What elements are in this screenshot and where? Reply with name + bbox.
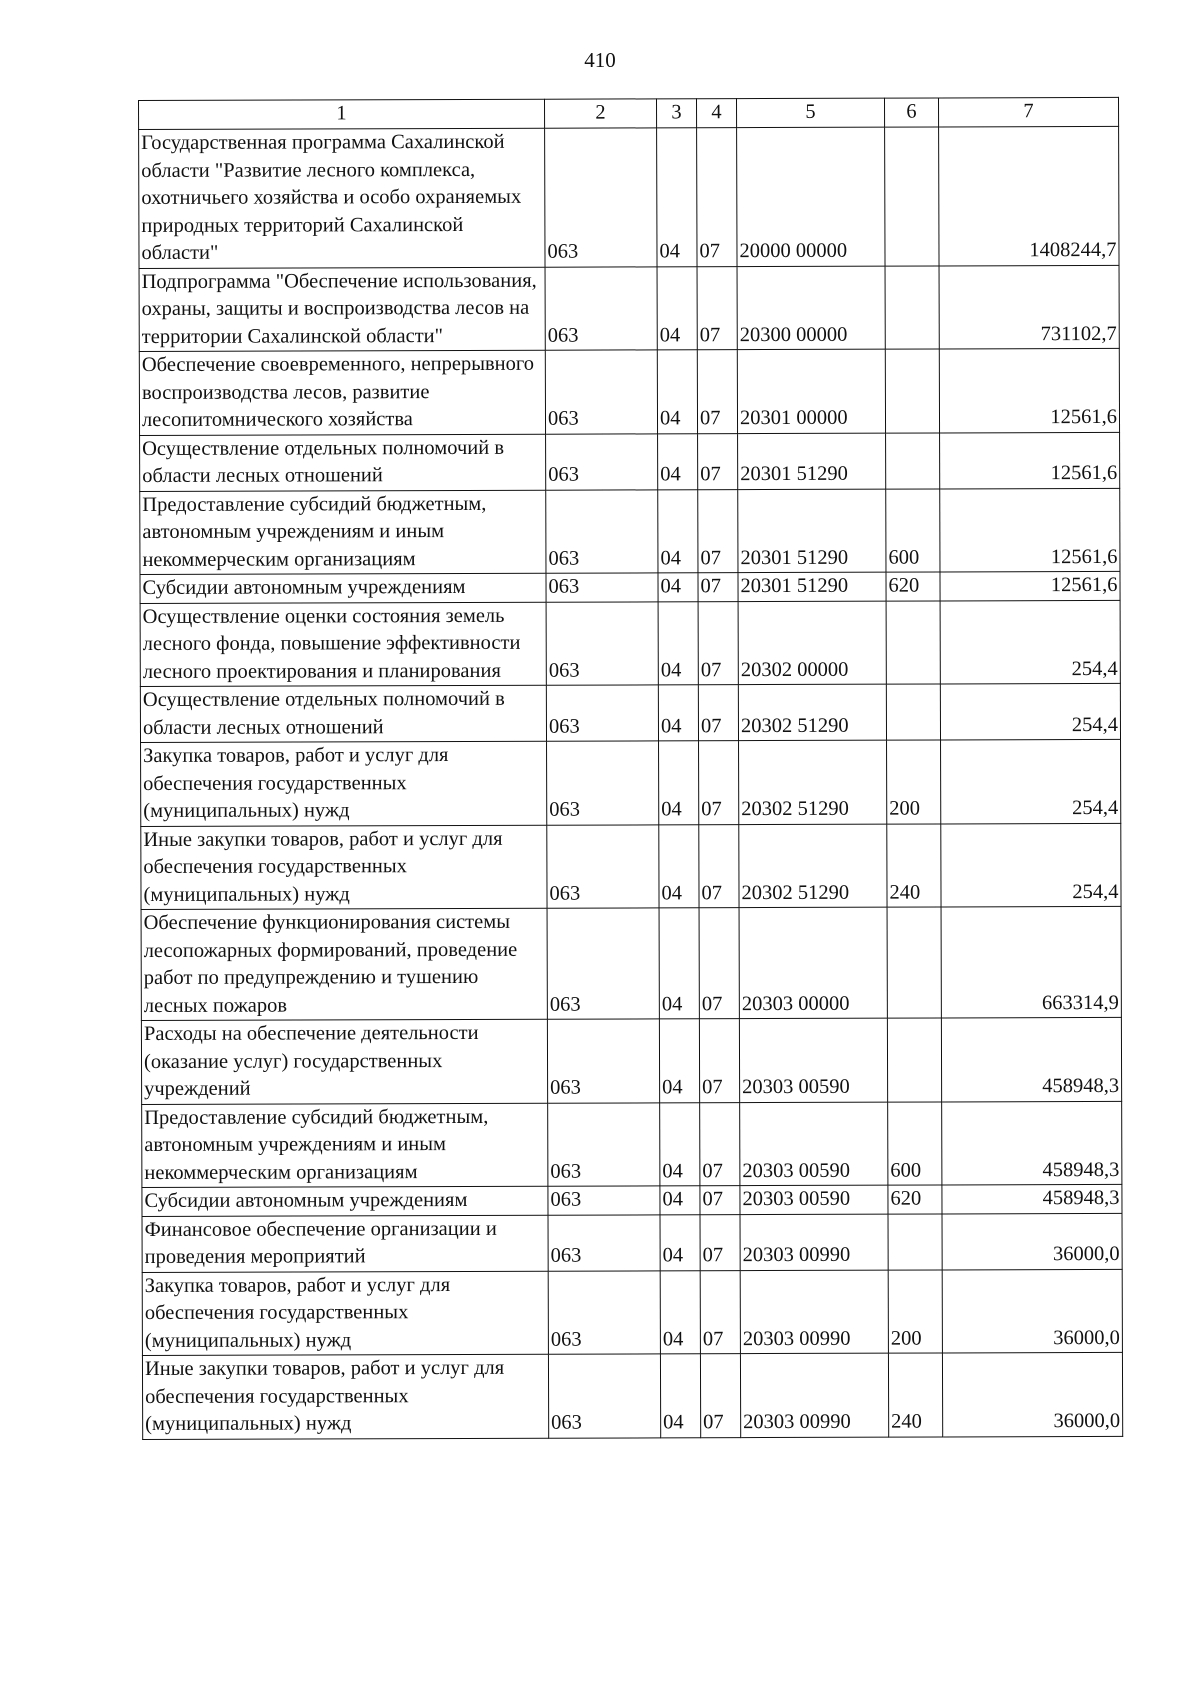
row-name-cell: Предоставление субсидий бюджетным, автономным учреждениям и иным некоммерческим организациям <box>140 490 546 575</box>
table-row <box>142 1101 1122 1188</box>
row-sum-cell: 254,4 <box>940 600 1120 684</box>
row-sum-cell: 12561,6 <box>939 348 1119 432</box>
row-code-pr-cell: 07 <box>697 128 737 267</box>
row-code-vr-cell <box>885 265 939 349</box>
row-code-csr-cell: 20303 00590 <box>740 1185 888 1214</box>
row-name-cell: Обеспечение своевременного, непрерывного воспроизводства лесов, развитие лесопитомнического хозяйства <box>139 350 545 435</box>
row-code-rz-cell: 04 <box>658 601 698 685</box>
table-row <box>140 683 1120 742</box>
row-code-rz-cell: 04 <box>660 1354 700 1438</box>
row-sum-cell: 254,4 <box>940 683 1120 740</box>
row-code-csr-cell: 20302 51290 <box>739 740 887 824</box>
table-row <box>140 571 1120 603</box>
row-code-rz-cell: 04 <box>660 1102 700 1186</box>
row-name-cell: Государственная программа Сахалинской области "Развитие лесного комплекса, охотничьего хозяйства и особо охраняемых природных территорий Сахалинской области" <box>139 128 545 268</box>
row-sum-cell: 254,4 <box>941 823 1121 907</box>
row-code-csr-cell: 20000 00000 <box>737 127 885 266</box>
row-code-vr-cell <box>887 907 941 1018</box>
row-code-gr-cell: 063 <box>545 266 657 350</box>
row-code-pr-cell: 07 <box>699 908 739 1019</box>
row-name-cell: Иные закупки товаров, работ и услуг для обеспечения государственных (муниципальных) нужд <box>142 1354 548 1439</box>
row-code-gr-cell: 063 <box>546 601 658 685</box>
row-code-rz-cell: 04 <box>658 489 698 573</box>
row-code-vr-cell <box>886 432 940 488</box>
row-sum-cell: 458948,3 <box>941 1017 1121 1101</box>
row-code-gr-cell: 063 <box>547 824 659 908</box>
row-code-vr-cell: 620 <box>886 572 940 601</box>
row-sum-cell: 458948,3 <box>942 1101 1122 1185</box>
table-row <box>142 1213 1122 1272</box>
row-code-rz-cell: 04 <box>659 824 699 908</box>
row-code-pr-cell: 07 <box>698 573 738 602</box>
row-code-rz-cell: 04 <box>659 1019 699 1103</box>
row-code-gr-cell: 063 <box>546 685 658 741</box>
row-code-pr-cell: 07 <box>700 1186 740 1215</box>
row-sum-cell: 12561,6 <box>940 432 1120 489</box>
row-sum-cell: 12561,6 <box>940 571 1120 600</box>
row-sum-cell: 36000,0 <box>942 1213 1122 1270</box>
row-code-rz-cell: 04 <box>657 128 697 267</box>
row-sum-cell: 36000,0 <box>942 1352 1122 1436</box>
table-body <box>139 126 1123 1439</box>
row-sum-cell: 458948,3 <box>942 1184 1122 1213</box>
row-code-gr-cell: 063 <box>546 573 658 602</box>
row-code-pr-cell: 07 <box>698 433 738 489</box>
row-name-cell: Осуществление отдельных полномочий в области лесных отношений <box>140 434 546 491</box>
table-row <box>140 600 1120 687</box>
row-code-csr-cell: 20303 00990 <box>740 1270 888 1354</box>
row-code-rz-cell: 04 <box>660 1186 700 1215</box>
column-header-1: 1 <box>139 99 545 129</box>
row-code-csr-cell: 20303 00590 <box>739 1018 887 1102</box>
row-code-vr-cell: 620 <box>888 1185 942 1214</box>
row-code-csr-cell: 20302 51290 <box>738 684 886 740</box>
row-name-cell: Закупка товаров, работ и услуг для обеспечения государственных (муниципальных) нужд <box>142 1271 548 1356</box>
row-code-vr-cell: 600 <box>888 1101 942 1185</box>
column-header-6: 6 <box>884 98 938 127</box>
budget-table <box>138 97 1123 1440</box>
row-sum-cell: 12561,6 <box>940 488 1120 572</box>
row-sum-cell: 254,4 <box>941 739 1121 823</box>
table-row <box>142 1269 1122 1356</box>
row-name-cell: Закупка товаров, работ и услуг для обеспечения государственных (муниципальных) нужд <box>141 741 547 826</box>
row-code-pr-cell: 07 <box>700 1354 740 1438</box>
row-code-rz-cell: 04 <box>657 350 697 434</box>
row-name-cell: Финансовое обеспечение организации и проведения мероприятий <box>142 1215 548 1272</box>
row-code-csr-cell: 20303 00590 <box>740 1102 888 1186</box>
table-header-row <box>139 97 1119 129</box>
table-row <box>139 126 1119 268</box>
row-code-vr-cell: 240 <box>888 1353 942 1437</box>
row-code-gr-cell: 063 <box>548 1102 660 1186</box>
row-name-cell: Субсидии автономным учреждениям <box>140 573 546 603</box>
table-row <box>141 823 1121 910</box>
row-code-pr-cell: 07 <box>700 1214 740 1270</box>
row-name-cell: Иные закупки товаров, работ и услуг для обеспечения государственных (муниципальных) нужд <box>141 825 547 910</box>
row-code-pr-cell: 07 <box>698 489 738 573</box>
row-name-cell: Предоставление субсидий бюджетным, автономным учреждениям и иным некоммерческим организациям <box>142 1103 548 1188</box>
row-code-rz-cell: 04 <box>658 573 698 602</box>
column-header-5: 5 <box>736 98 884 127</box>
row-code-pr-cell: 07 <box>698 601 738 685</box>
page-number: 410 <box>584 48 616 72</box>
table-row <box>140 432 1120 491</box>
column-header-3: 3 <box>656 99 696 128</box>
table-row <box>142 1352 1122 1439</box>
row-code-rz-cell: 04 <box>658 433 698 489</box>
row-code-gr-cell: 063 <box>545 350 657 434</box>
table-row <box>141 739 1121 826</box>
row-code-vr-cell <box>885 349 939 433</box>
row-code-vr-cell: 240 <box>887 823 941 907</box>
row-code-pr-cell: 07 <box>700 1102 740 1186</box>
table-row <box>140 488 1120 575</box>
row-sum-cell: 663314,9 <box>941 906 1121 1018</box>
row-code-csr-cell: 20302 51290 <box>739 824 887 908</box>
row-code-gr-cell: 063 <box>548 1270 660 1354</box>
row-code-csr-cell: 20301 51290 <box>738 572 886 601</box>
row-sum-cell: 1408244,7 <box>939 126 1119 265</box>
column-header-2: 2 <box>544 99 656 128</box>
row-code-pr-cell: 07 <box>698 685 738 741</box>
row-sum-cell: 36000,0 <box>942 1269 1122 1353</box>
row-code-pr-cell: 07 <box>699 1019 739 1103</box>
row-code-csr-cell: 20301 00000 <box>737 349 885 433</box>
row-code-vr-cell <box>886 684 940 740</box>
table-row <box>139 265 1119 352</box>
row-code-gr-cell: 063 <box>545 128 657 267</box>
row-code-rz-cell: 04 <box>657 266 697 350</box>
row-name-cell: Осуществление оценки состояния земель лесного фонда, повышение эффективности лесного проектирования и планирования <box>140 602 546 687</box>
row-code-gr-cell: 063 <box>546 489 658 573</box>
row-code-vr-cell: 200 <box>887 740 941 824</box>
row-code-vr-cell <box>887 1018 941 1102</box>
row-name-cell: Субсидии автономным учреждениям <box>142 1186 548 1216</box>
row-code-rz-cell: 04 <box>659 908 699 1019</box>
row-code-rz-cell: 04 <box>660 1214 700 1270</box>
row-code-csr-cell: 20300 00000 <box>737 266 885 350</box>
row-code-csr-cell: 20303 00990 <box>740 1214 888 1270</box>
row-code-gr-cell: 063 <box>547 908 659 1019</box>
table-row <box>141 906 1121 1020</box>
row-code-csr-cell: 20301 51290 <box>738 433 886 489</box>
row-code-gr-cell: 063 <box>548 1186 660 1215</box>
table-row <box>142 1184 1122 1216</box>
row-code-gr-cell: 063 <box>546 433 658 489</box>
row-code-gr-cell: 063 <box>548 1214 660 1270</box>
row-code-pr-cell: 07 <box>699 741 739 825</box>
row-code-rz-cell: 04 <box>658 685 698 741</box>
row-code-pr-cell: 07 <box>699 824 739 908</box>
row-code-csr-cell: 20303 00990 <box>740 1353 888 1437</box>
row-code-rz-cell: 04 <box>660 1270 700 1354</box>
table-row <box>139 348 1119 435</box>
row-code-vr-cell: 600 <box>886 488 940 572</box>
row-code-vr-cell <box>886 600 940 684</box>
row-code-vr-cell: 200 <box>888 1269 942 1353</box>
column-header-7: 7 <box>938 97 1118 127</box>
row-code-gr-cell: 063 <box>547 741 659 825</box>
row-code-gr-cell: 063 <box>548 1354 660 1438</box>
row-code-rz-cell: 04 <box>659 741 699 825</box>
row-code-pr-cell: 07 <box>697 266 737 350</box>
row-code-csr-cell: 20303 00000 <box>739 907 887 1018</box>
row-name-cell: Обеспечение функционирования системы лесопожарных формирований, проведение работ по предупреждению и тушению лесных пожаров <box>141 908 547 1020</box>
row-code-vr-cell <box>885 127 939 266</box>
row-name-cell: Осуществление отдельных полномочий в области лесных отношений <box>140 685 546 742</box>
row-name-cell: Подпрограмма "Обеспечение использования, охраны, защиты и воспроизводства лесов на территории Сахалинской области" <box>139 267 545 352</box>
table-row <box>141 1017 1121 1104</box>
column-header-4: 4 <box>696 99 736 128</box>
row-code-vr-cell <box>888 1213 942 1269</box>
row-name-cell: Расходы на обеспечение деятельности (оказание услуг) государственных учреждений <box>141 1019 547 1104</box>
row-code-gr-cell: 063 <box>547 1019 659 1103</box>
row-code-csr-cell: 20302 00000 <box>738 601 886 685</box>
row-sum-cell: 731102,7 <box>939 265 1119 349</box>
row-code-pr-cell: 07 <box>697 350 737 434</box>
row-code-csr-cell: 20301 51290 <box>738 489 886 573</box>
row-code-pr-cell: 07 <box>700 1270 740 1354</box>
